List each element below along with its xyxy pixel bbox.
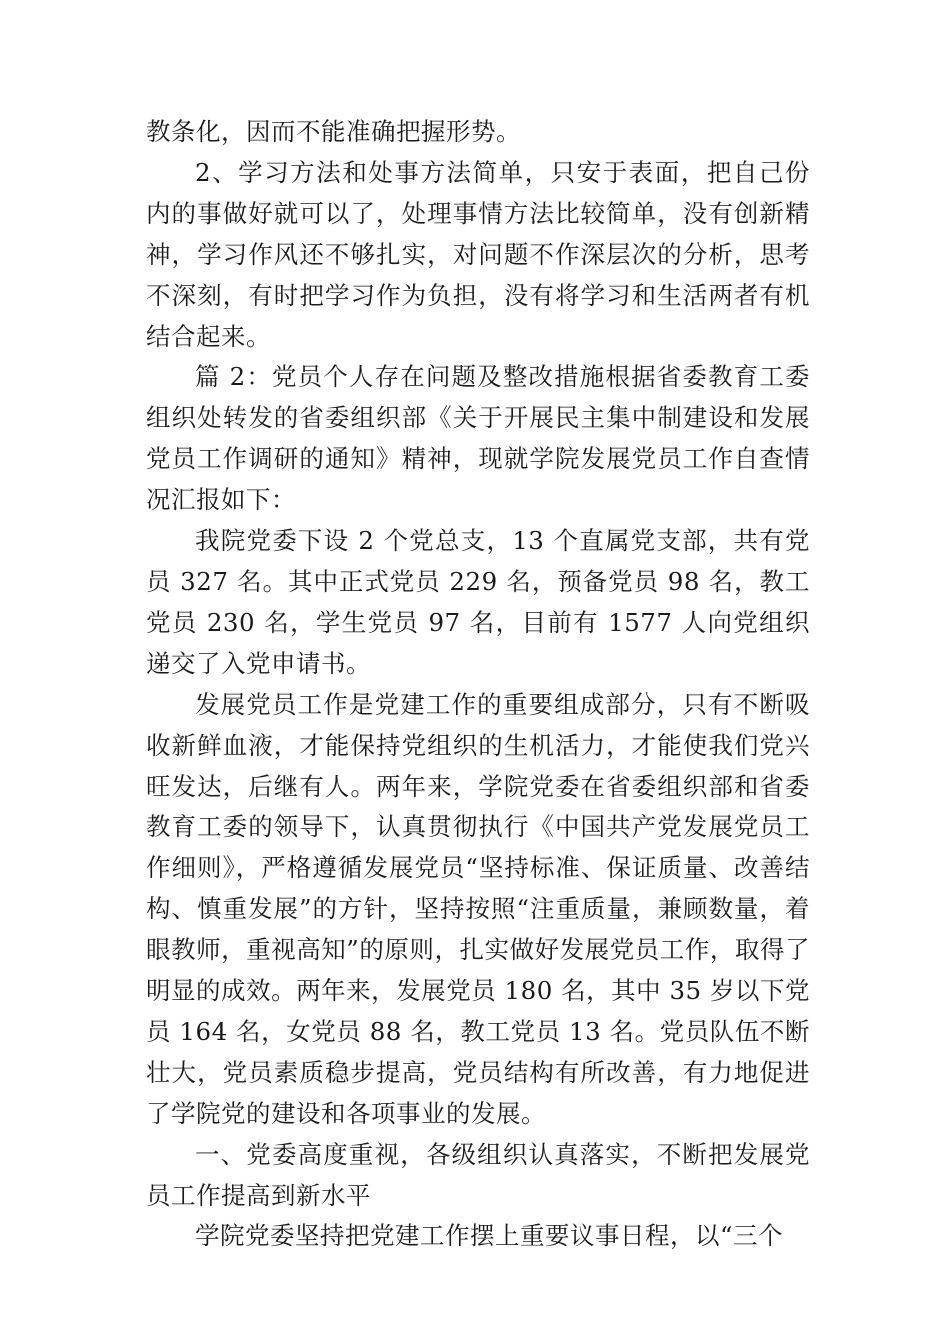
document-page (146, 112, 810, 1257)
paragraph-party-statistics: 我院党委下设 2 个党总支，13 个直属党支部，共有党员 327 名。其中正式党员 229 名，预备党员 98 名，教工党员 230 名，学生党员 97 名，目前有 1577 人向党组织递交了入党申请书。 (146, 526, 810, 678)
paragraph-development-work: 发展党员工作是党建工作的重要组成部分，只有不断吸收新鲜血液，才能保持党组织的生机活力，才能使我们党兴旺发达，后继有人。两年来，学院党委在省委组织部和省委教育工委的领导下，认真贯彻执行《中国共产党发展党员工作细则》，严格遵循发展党员“坚持标准、保证质量、改善结构、慎重发展”的方针，坚持按照“注重质量，兼顾数量，着眼教师，重视高知”的原则，扎实做好发展党员工作，取得了明显的成效。两年来，发展党员 180 名，其中 35 岁以下党员 164 名，女党员 88 名，教工党员 13 名。党员队伍不断壮大，党员素质稳步提高，党员结构有所改善，有力地促进了学院党的建设和各项事业的发展。 (146, 689, 810, 1128)
paragraph-continuation: 教条化，因而不能准确把握形势。 (146, 117, 521, 146)
paragraph-study-methods: 2、学习方法和处事方法简单，只安于表面，把自己份内的事做好就可以了，处理事情方法比较简单，没有创新精神，学习作风还不够扎实，对问题不作深层次的分析，思考不深刻，有时把学习作为负担，没有将学习和生活两者有机结合起来。 (146, 157, 810, 351)
paragraph-committee-agenda: 学院党委坚持把党建工作摆上重要议事日程，以“三个 (195, 1221, 784, 1251)
paragraph-heading-one: 一、党委高度重视，各级组织认真落实，不断把发展党员工作提高到新水平 (146, 1139, 810, 1210)
paragraph-section-2-intro: 篇 2：党员个人存在问题及整改措施根据省委教育工委组织处转发的省委组织部《关于开展民主集中制建设和发展党员工作调研的通知》精神，现就学院发展党员工作自查情况汇报如下： (146, 362, 810, 515)
